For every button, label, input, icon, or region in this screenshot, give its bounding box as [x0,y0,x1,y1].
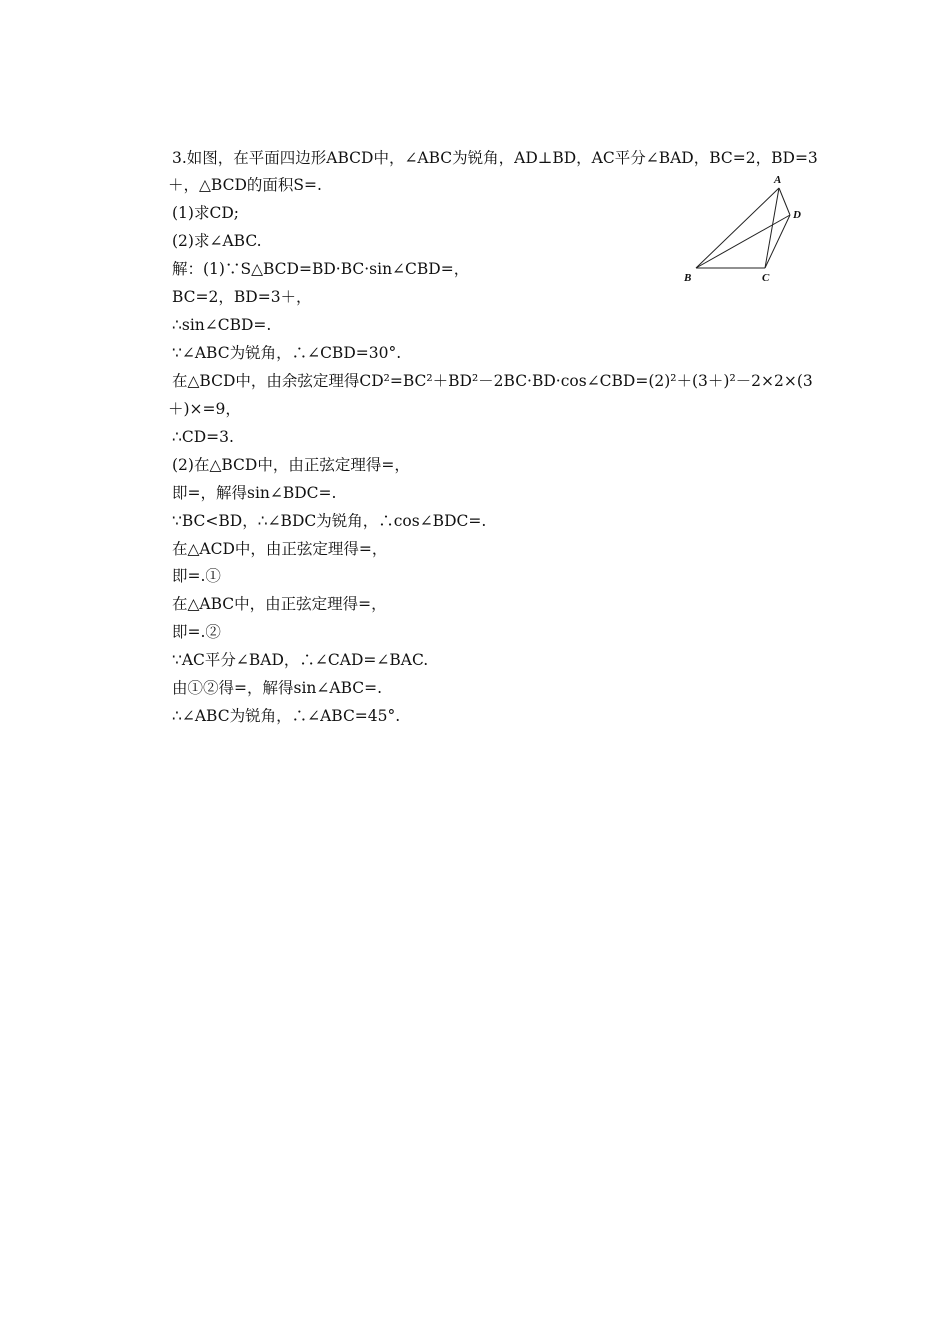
solution-line: 即=.② [172,623,221,641]
solution-line: 解：(1)∵S△BCD=BD·BC·sin∠CBD=， [172,260,470,278]
solution-line: ∵BC<BD，∴∠BDC为锐角，∴cos∠BDC=. [172,512,487,530]
quadrilateral-figure [676,170,816,288]
problem-part-2: (2)求∠ABC. [172,232,262,250]
edge-ad [779,188,790,215]
solution-line: ＋)×=9， [168,400,241,418]
edge-cd [765,215,790,268]
vertex-label-a: A [774,174,782,186]
solution-line: 即=.① [172,567,221,585]
solution-line: ∴∠ABC为锐角，∴∠ABC=45°. [172,707,401,725]
solution-line: 在△ACD中，由正弦定理得=， [172,540,388,558]
solution-line: 由①②得=，解得sin∠ABC=. [172,679,383,697]
solution-line: 在△ABC中，由正弦定理得=， [172,595,387,613]
solution-line: ∴sin∠CBD=. [172,316,272,334]
solution-line: (2)在△BCD中，由正弦定理得=， [172,456,410,474]
solution-line: ∵∠ABC为锐角，∴∠CBD=30°. [172,344,402,362]
vertex-label-c: C [762,272,770,284]
solution-line: ∵AC平分∠BAD，∴∠CAD=∠BAC. [172,651,429,669]
solution-line: BC=2，BD=3＋， [172,288,312,306]
problem-part-1: (1)求CD; [172,204,239,222]
problem-line-1: 3.如图，在平面四边形ABCD中，∠ABC为锐角，AD⊥BD，AC平分∠BAD，BC=2，BD=3 [172,149,818,167]
solution-line: 在△BCD中，由余弦定理得CD²=BC²＋BD²－2BC·BD·cos∠CBD=(2)²＋(3＋)²－2×2×(3 [172,372,813,390]
vertex-label-b: B [684,272,692,284]
vertex-label-d: D [793,209,801,221]
solution-line: 即=，解得sin∠BDC=. [172,484,337,502]
solution-line: ∴CD=3. [172,428,234,446]
problem-line-2: ＋，△BCD的面积S=. [168,176,322,194]
